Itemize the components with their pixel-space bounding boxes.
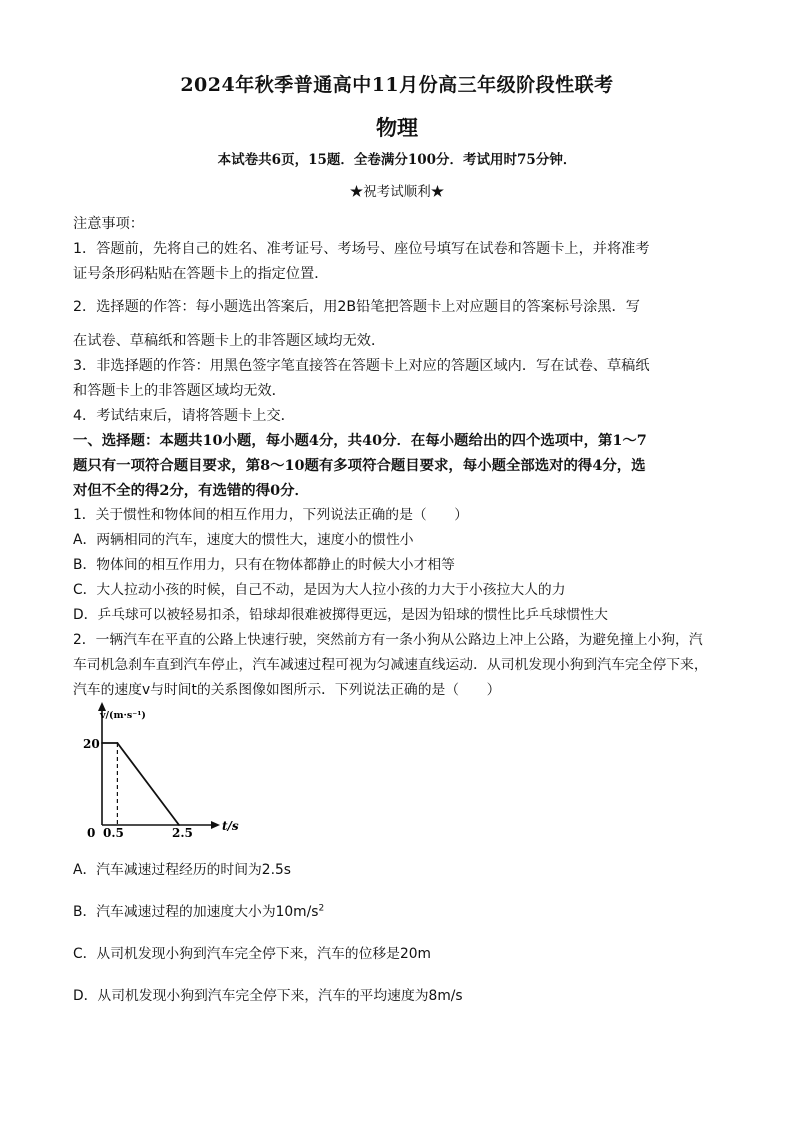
velocity-series-line [102,743,179,825]
note-2-line-2: 在试卷、草稿纸和答题卡上的非答题区域均无效． [73,333,386,349]
question-2-line-1: 2．一辆汽车在平直的公路上快速行驶，突然前方有一条小狗从公路边上冲上公路，为避免撞上小狗，汽 [73,632,703,648]
question-2-option-b [73,900,324,920]
exam-meta: 本试卷共6页，15题．全卷满分100分．考试用时75分钟． [217,152,577,168]
note-3-line-2: 和答题卡上的非答题区域均无效． [73,383,286,399]
note-2-line-1: 2．选择题的作答：每小题选出答案后，用2B铅笔把答题卡上对应题目的答案标号涂黑．写 [73,299,640,315]
question-2-stem [73,628,733,703]
data-point [101,742,103,744]
question-1-option-d: D．乒乓球可以被轻易扣杀，铅球却很难被掷得更远，是因为铅球的惯性比乒乓球惯性大 [73,607,608,623]
section-1-instructions [73,428,723,503]
question-2-option-a: A．汽车减速过程经历的时间为2.5s [73,862,291,878]
x-axis-label: t/s [222,819,239,833]
origin-label: 0 [87,826,96,840]
y-axis-label: v/(m·s⁻¹) [100,710,146,721]
velocity-time-svg [82,700,252,840]
section-1-line-1: 一、选择题：本题共10小题，每小题4分，共40分．在每小题给出的四个选项中，第1～7 [73,432,647,449]
note-1-line-2: 证号条形码粘贴在答题卡上的指定位置． [73,266,329,282]
note-3-line-1: 3．非选择题的作答：用黑色签字笔直接答在答题卡上对应的答题区域内．写在试卷、草稿纸 [73,358,650,374]
question-2-option-d: D．从司机发现小狗到汽车完全停下来，汽车的平均速度为8m/s [73,988,463,1004]
question-2-line-3: 汽车的速度v与时间t的关系图像如图所示．下列说法正确的是（ ） [73,682,501,698]
exam-title: 2024年秋季普通高中11月份高三年级阶段性联考 [180,74,614,96]
subject-title: 物理 [376,115,418,140]
question-1-option-a: A．两辆相同的汽车，速度大的惯性大，速度小的惯性小 [73,532,414,548]
note-4: 4．考试结束后，请将答题卡上交． [73,408,295,424]
x-tick-label-2-5: 2.5 [172,826,193,840]
x-tick-label-0-5: 0.5 [103,826,124,840]
notes-section [73,212,723,429]
data-point [117,742,119,744]
notes-heading: 注意事项： [73,216,144,232]
y-tick-label-20: 20 [83,737,100,751]
data-point [178,824,180,826]
question-1 [73,503,723,628]
question-2-option-b-exponent: 2 [318,903,325,914]
question-1-option-b: B．物体间的相互作用力，只有在物体都静止的时候大小才相等 [73,557,455,573]
x-axis-arrow-icon [211,821,220,829]
question-1-stem: 1．关于惯性和物体间的相互作用力，下列说法正确的是（ ） [73,507,469,523]
question-2-option-c: C．从司机发现小狗到汽车完全停下来，汽车的位移是20m [73,946,431,962]
good-luck-line: ★祝考试顺利★ [349,184,445,200]
question-1-option-c: C．大人拉动小孩的时候，自己不动，是因为大人拉小孩的力大于小孩拉大人的力 [73,582,566,598]
question-2-option-b-text: B．汽车减速过程的加速度大小为10m/s [73,904,319,920]
section-1-line-3: 对但不全的得2分，有选错的得0分． [73,482,309,499]
note-1-line-1: 1．答题前，先将自己的姓名、准考证号、考场号、座位号填写在试卷和答题卡上，并将准考 [73,241,650,257]
section-1-line-2: 题只有一项符合题目要求，第8～10题有多项符合题目要求，每小题全部选对的得4分，选 [73,457,646,474]
question-2-line-2: 车司机急刹车直到汽车停止，汽车减速过程可视为匀减速直线运动．从司机发现小狗到汽车完全停下来， [73,657,708,673]
velocity-time-graph [82,700,252,840]
